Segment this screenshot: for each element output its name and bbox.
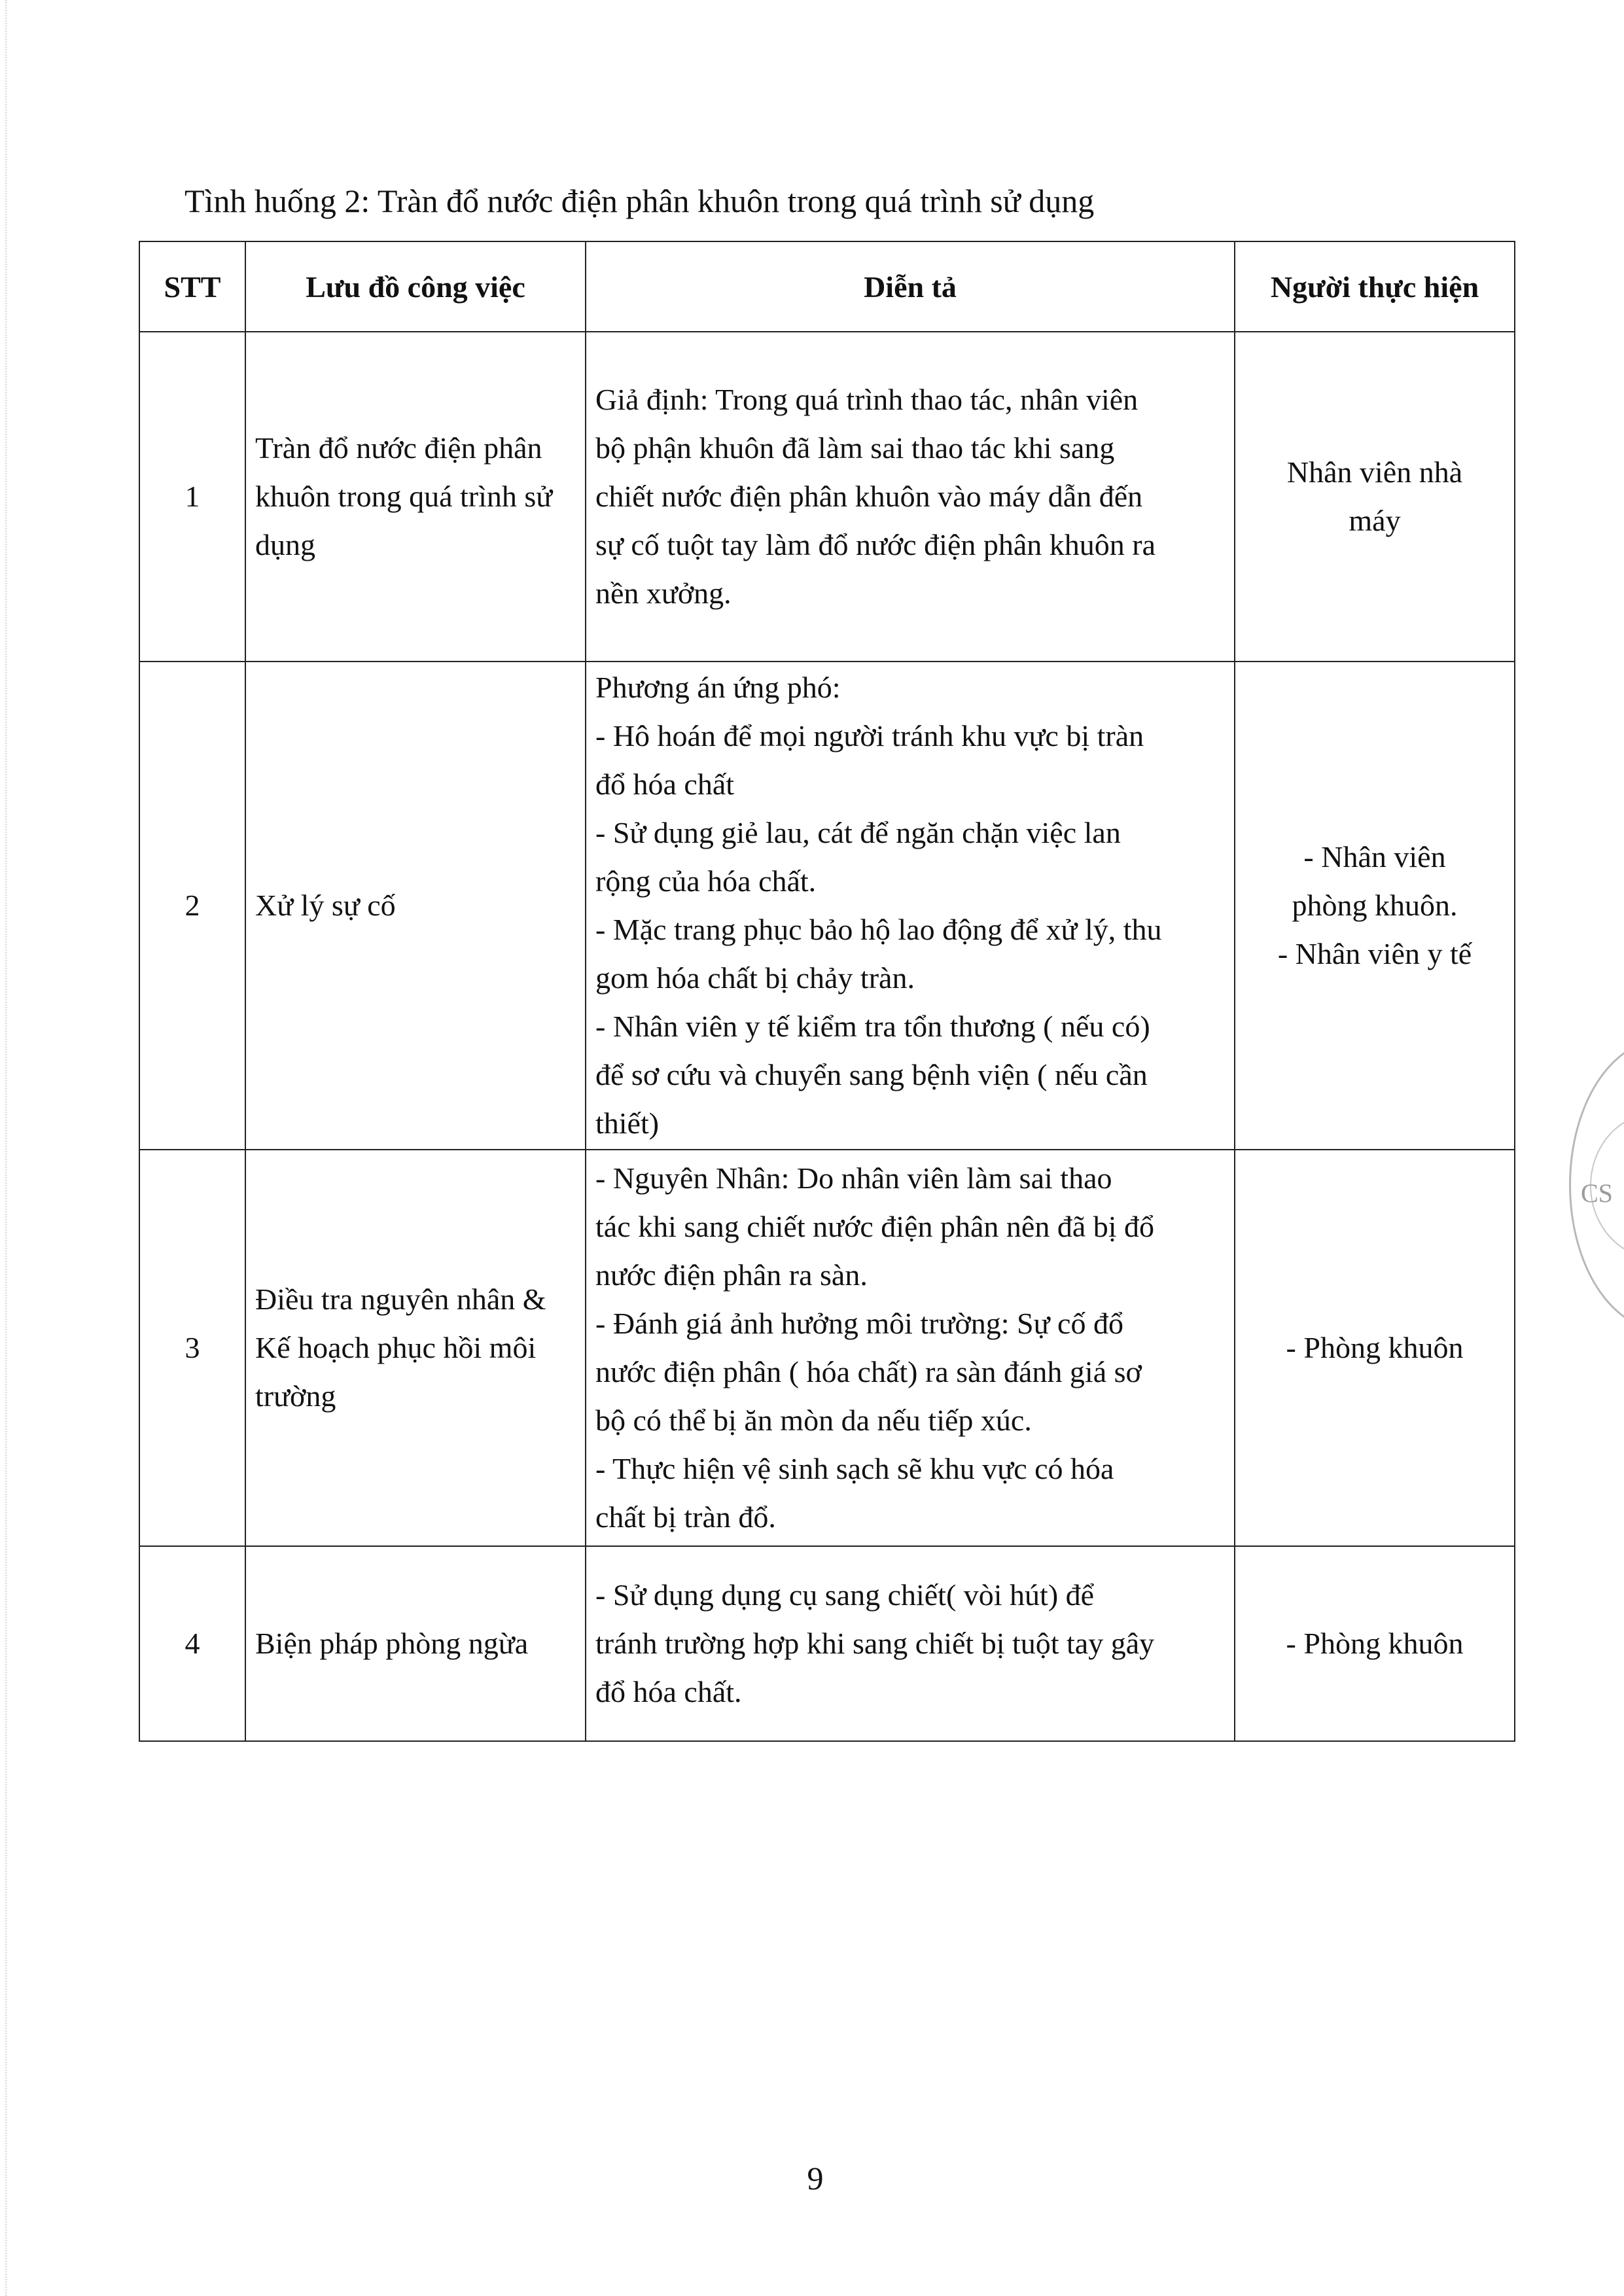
header-description: Diễn tả bbox=[586, 241, 1235, 332]
performer-line: - Phòng khuôn bbox=[1286, 1627, 1464, 1660]
row-step: Biện pháp phòng ngừa bbox=[245, 1546, 586, 1741]
performer-line: - Nhân viên bbox=[1303, 840, 1446, 874]
scan-edge bbox=[5, 0, 9, 2296]
description-line: thiết) bbox=[595, 1106, 660, 1140]
description-line: đổ hóa chất bbox=[595, 768, 735, 801]
row-performer bbox=[1235, 1150, 1515, 1546]
table-row bbox=[139, 662, 1515, 1150]
description-line: Phương án ứng phó: bbox=[595, 671, 841, 704]
description-line: - Nhân viên y tế kiểm tra tổn thương ( nếu có) bbox=[595, 1010, 1150, 1043]
description-line: - Hô hoán để mọi người tránh khu vực bị tràn bbox=[595, 719, 1144, 752]
page-number: 9 bbox=[807, 2160, 824, 2197]
description-line: chiết nước điện phân khuôn vào máy dẫn đến bbox=[595, 480, 1143, 513]
header-workflow: Lưu đồ công việc bbox=[245, 241, 586, 332]
row-stt: 2 bbox=[139, 662, 245, 1150]
description-line: Giả định: Trong quá trình thao tác, nhân viên bbox=[595, 383, 1139, 416]
row-stt: 3 bbox=[139, 1150, 245, 1546]
stamp-seal-text: CS bbox=[1581, 1178, 1613, 1208]
description-line: để sơ cứu và chuyển sang bệnh viện ( nếu cần bbox=[595, 1058, 1148, 1091]
row-description bbox=[586, 662, 1235, 1150]
row-step: Điều tra nguyên nhân & Kế hoạch phục hồi môi trường bbox=[245, 1150, 586, 1546]
section-caption: Tình huống 2: Tràn đổ nước điện phân khuôn trong quá trình sử dụng bbox=[185, 183, 1095, 219]
description-line: tác khi sang chiết nước điện phân nên đã bị đổ bbox=[595, 1210, 1155, 1243]
description-line: - Thực hiện vệ sinh sạch sẽ khu vực có hóa bbox=[595, 1452, 1114, 1485]
description-line: - Sử dụng giẻ lau, cát để ngăn chặn việc lan bbox=[595, 816, 1121, 849]
description-line: rộng của hóa chất. bbox=[595, 864, 817, 898]
description-line: bộ phận khuôn đã làm sai thao tác khi sang bbox=[595, 431, 1115, 465]
header-performer: Người thực hiện bbox=[1235, 241, 1515, 332]
row-step: Xử lý sự cố bbox=[245, 662, 586, 1150]
row-stt: 1 bbox=[139, 332, 245, 662]
description-line: tránh trường hợp khi sang chiết bị tuột tay gây bbox=[595, 1627, 1155, 1660]
performer-line: - Nhân viên y tế bbox=[1277, 937, 1472, 970]
performer-line: máy bbox=[1349, 504, 1401, 537]
table-row bbox=[139, 332, 1515, 662]
description-line: nền xưởng. bbox=[595, 576, 732, 610]
row-performer bbox=[1235, 332, 1515, 662]
description-line: nước điện phân ra sàn. bbox=[595, 1258, 868, 1292]
table-row bbox=[139, 1150, 1515, 1546]
description-line: chất bị tràn đổ. bbox=[595, 1500, 776, 1534]
row-step: Tràn đổ nước điện phân khuôn trong quá trình sử dụng bbox=[245, 332, 586, 662]
table-row bbox=[139, 1546, 1515, 1741]
row-stt: 4 bbox=[139, 1546, 245, 1741]
description-line: gom hóa chất bị chảy tràn. bbox=[595, 961, 915, 995]
row-description bbox=[586, 1546, 1235, 1741]
row-description bbox=[586, 1150, 1235, 1546]
performer-line: phòng khuôn. bbox=[1292, 889, 1458, 922]
description-line: - Đánh giá ảnh hưởng môi trường: Sự cố đổ bbox=[595, 1307, 1123, 1340]
description-line: bộ có thể bị ăn mòn da nếu tiếp xúc. bbox=[595, 1404, 1032, 1437]
incident-response-table bbox=[139, 241, 1515, 1742]
row-performer bbox=[1235, 662, 1515, 1150]
table-header-row bbox=[139, 241, 1515, 332]
description-line: - Mặc trang phục bảo hộ lao động để xử lý, thu bbox=[595, 913, 1162, 946]
description-line: - Sử dụng dụng cụ sang chiết( vòi hút) để bbox=[595, 1578, 1095, 1612]
performer-line: - Phòng khuôn bbox=[1286, 1331, 1464, 1364]
row-description bbox=[586, 332, 1235, 662]
description-line: sự cố tuột tay làm đổ nước điện phân khuôn ra bbox=[595, 528, 1156, 561]
description-line: đổ hóa chất. bbox=[595, 1675, 742, 1708]
row-performer bbox=[1235, 1546, 1515, 1741]
description-line: nước điện phân ( hóa chất) ra sàn đánh giá sơ bbox=[595, 1355, 1142, 1388]
description-line: - Nguyên Nhân: Do nhân viên làm sai thao bbox=[595, 1161, 1112, 1195]
header-stt: STT bbox=[139, 241, 245, 332]
performer-line: Nhân viên nhà bbox=[1286, 455, 1463, 489]
